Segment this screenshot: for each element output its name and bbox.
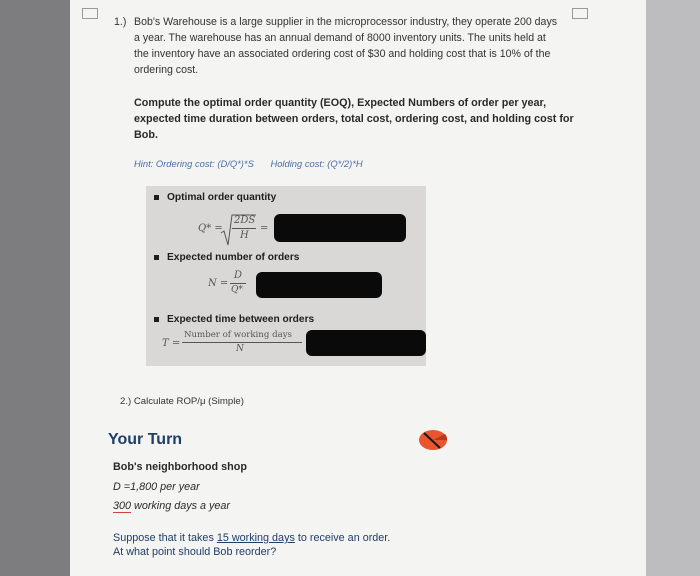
your-turn-title: Your Turn [108, 431, 183, 448]
question-2: 2.) Calculate ROP/μ (Simple) [120, 396, 244, 407]
hint-holding-cost: Holding cost: (Q*/2)*H [270, 158, 363, 169]
redaction-eoq [274, 214, 406, 242]
reorder-question [113, 531, 473, 559]
hint-line [134, 158, 377, 169]
n-lhs: N = [208, 278, 229, 289]
compute-instructions: Compute the optimal order quantity (EOQ), Expected Numbers of order per year, expected time duration between orders, total cost, ordering cost, and holding cost for Bob. [134, 97, 574, 141]
working-days-text: working days a year [131, 500, 231, 512]
expected-number-orders-label: Expected number of orders [154, 252, 299, 263]
t-fraction-bar [182, 342, 302, 343]
bullet-icon [154, 255, 159, 260]
t-formula [162, 330, 312, 358]
suppose-prefix: Suppose that it takes [113, 532, 217, 544]
bullet-icon [154, 195, 159, 200]
working-days-number: 300 [113, 500, 132, 512]
eoq-equals: = [260, 223, 269, 234]
bullet-icon [154, 317, 159, 322]
question-1 [114, 14, 562, 78]
n-fraction-bar [230, 283, 246, 284]
suppose-suffix: to receive an order. [294, 532, 391, 544]
eoq-denominator: H [240, 230, 249, 241]
desk-left-edge [0, 0, 70, 576]
t-numerator: Number of working days [184, 330, 292, 340]
eoq-numerator: 2DS [234, 215, 256, 226]
t-denominator: N [236, 344, 244, 354]
working-days-line [113, 500, 230, 512]
eoq-fraction-bar [232, 228, 256, 229]
pie-chart-icon [418, 428, 448, 452]
document-page [70, 0, 646, 576]
redaction-n [256, 272, 382, 298]
reorder-question-line2: At what point should Bob reorder? [113, 546, 277, 558]
desk-right-edge [646, 0, 700, 576]
corner-mark-left [82, 8, 98, 19]
eoq-lhs: Q* = [198, 223, 223, 234]
lead-time-link: 15 working days [216, 532, 295, 544]
redaction-t [306, 330, 426, 356]
t-lhs: T = [162, 338, 181, 349]
hint-ordering-cost: Hint: Ordering cost: (D/Q*)*S [134, 158, 254, 169]
n-numerator: D [234, 270, 243, 281]
question-1-number: 1.) [114, 16, 127, 28]
formula-image [146, 186, 426, 366]
expected-time-between-orders-label: Expected time between orders [154, 314, 314, 325]
corner-mark-right [572, 8, 588, 19]
question-1-text: Bob's Warehouse is a large supplier in the microprocessor industry, they operate 200 days a year. The warehouse has an annual demand of 8000 inventory units. The units held at the inventory have an associated ordering cost of $30 and holding cost that is 10% of the ordering cost. [134, 16, 558, 76]
shop-name: Bob's neighborhood shop [113, 461, 247, 473]
demand-line: D =1,800 per year [113, 481, 200, 493]
n-denominator: Q* [231, 285, 243, 295]
optimal-order-quantity-label: Optimal order quantity [154, 192, 276, 203]
